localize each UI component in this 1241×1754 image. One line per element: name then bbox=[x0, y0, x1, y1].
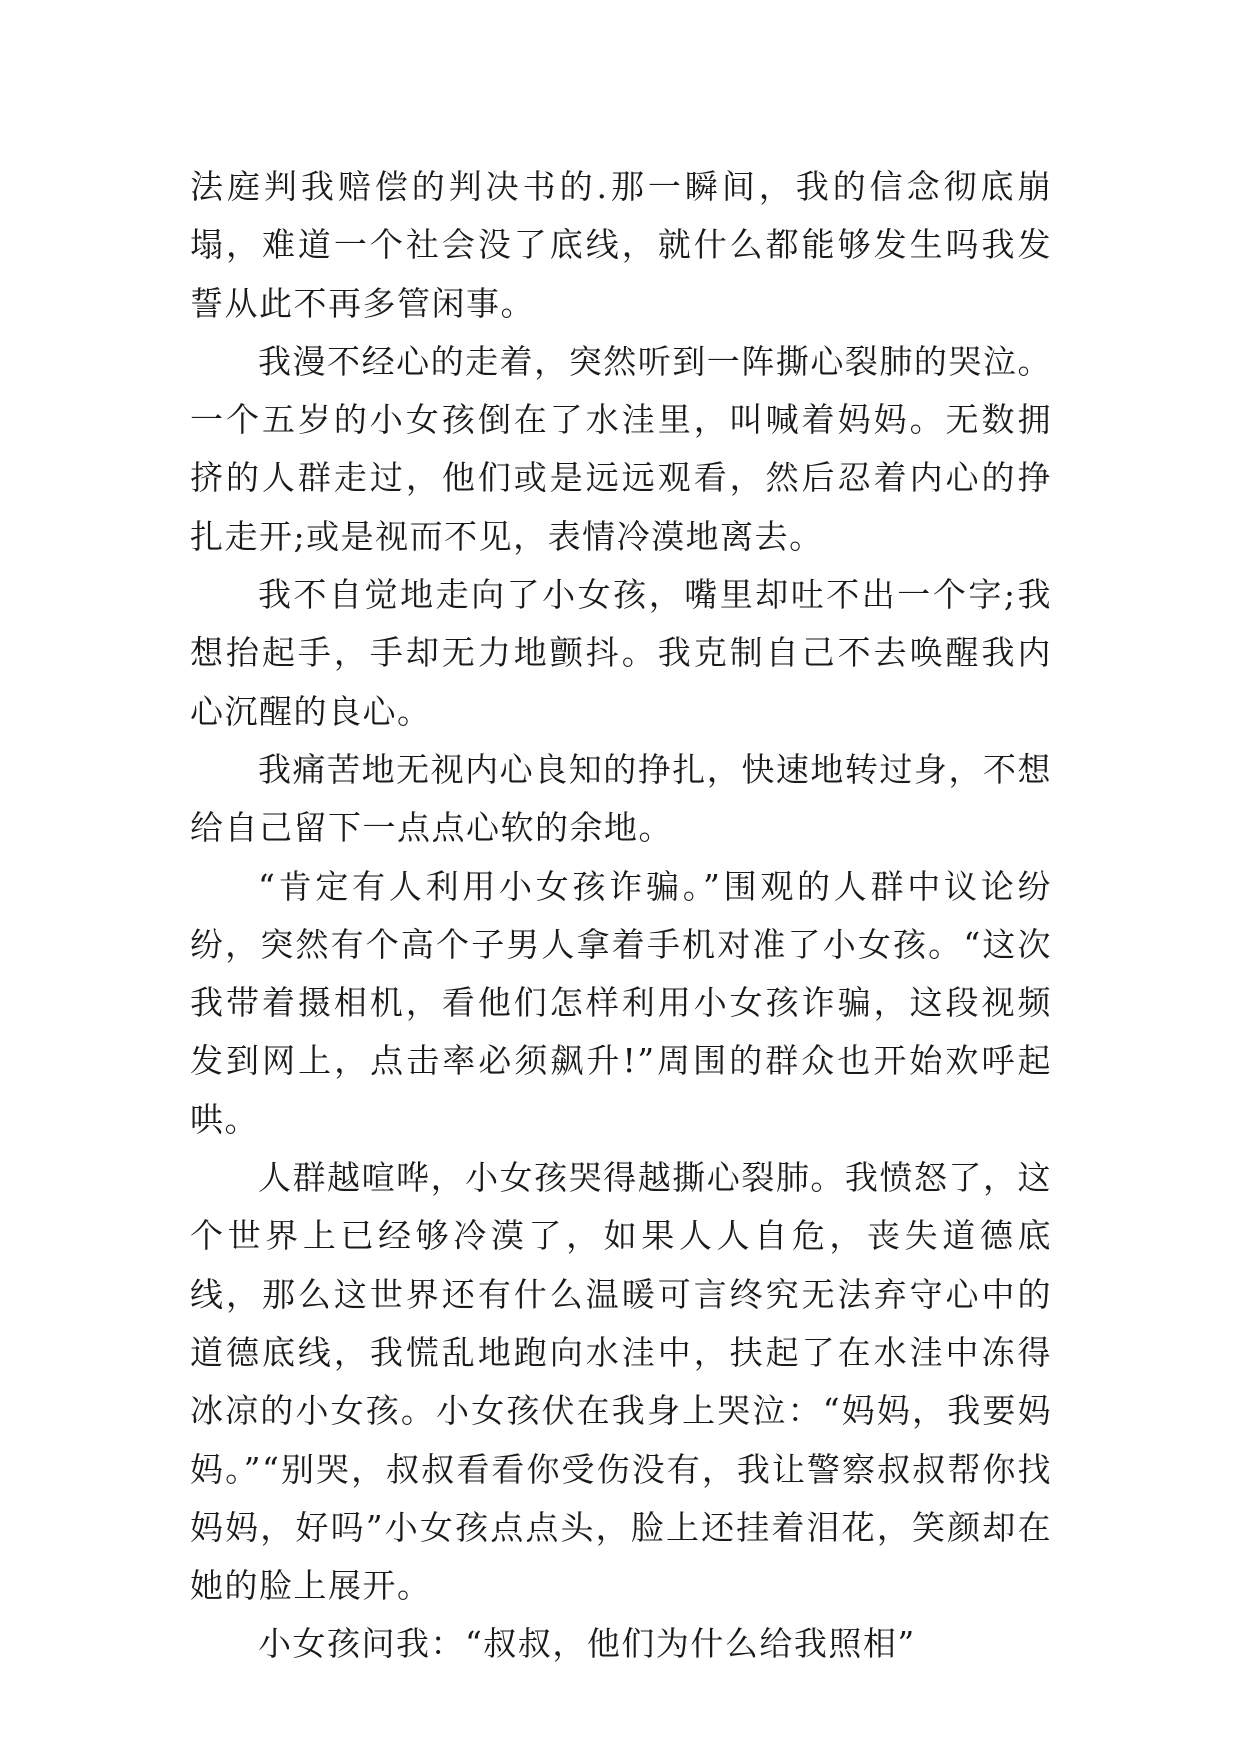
paragraph: 小女孩问我：“叔叔，他们为什么给我照相” bbox=[258, 1624, 916, 1664]
paragraph: 我痛苦地无视内心良知的挣扎，快速地转过身，不想给自己留下一点点心软的余地。 bbox=[190, 749, 1052, 848]
paragraph: 我不自觉地走向了小女孩，嘴里却吐不出一个字;我想抬起手，手却无力地颤抖。我克制自己不去唤醒我内心沉醒的良心。 bbox=[190, 575, 1052, 731]
paragraph: “肯定有人利用小女孩诈骗。”围观的人群中议论纷纷，突然有个高个子男人拿着手机对准了小女孩。“这次我带着摄相机，看他们怎样利用小女孩诈骗，这段视频发到网上，点击率必须飙升!”周围的群众也开始欢呼起哄。 bbox=[190, 866, 1052, 1139]
paragraph: 我漫不经心的走着，突然听到一阵撕心裂肺的哭泣。一个五岁的小女孩倒在了水洼里，叫喊着妈妈。无数拥挤的人群走过，他们或是远远观看，然后忍着内心的挣扎走开;或是视而不见，表情冷漠地离去。 bbox=[190, 341, 1052, 556]
document-body bbox=[190, 158, 1052, 1674]
paragraph-continuation: 法庭判我赔偿的判决书的.那一瞬间，我的信念彻底崩塌，难道一个社会没了底线，就什么都能够发生吗我发誓从此不再多管闲事。 bbox=[190, 167, 1052, 323]
paragraph: 人群越喧哗，小女孩哭得越撕心裂肺。我愤怒了，这个世界上已经够冷漠了，如果人人自危，丧失道德底线，那么这世界还有什么温暖可言终究无法弃守心中的道德底线，我慌乱地跑向水洼中，扶起了在水洼中冻得冰凉的小女孩。小女孩伏在我身上哭泣：“妈妈，我要妈妈。”“别哭，叔叔看看你受伤没有，我让警察叔叔帮你找妈妈，好吗”小女孩点点头，脸上还挂着泪花，笑颜却在她的脸上展开。 bbox=[190, 1158, 1052, 1606]
